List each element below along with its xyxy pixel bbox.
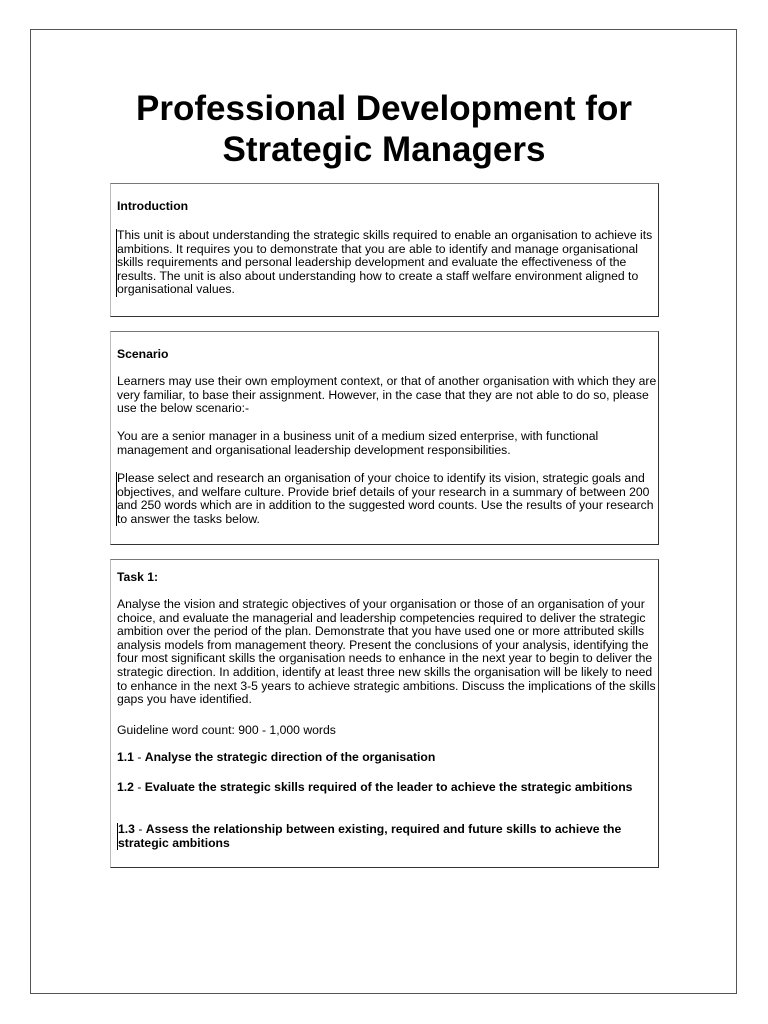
scenario-heading: Scenario [117,347,169,361]
document-title-line-1: Professional Development for [136,89,632,128]
introduction-body: This unit is about understanding the strategic skills required to enable an organisation to achieve its ambitions. It requires you to demonstrate that you are able to identify and manage organisational skills requirements and personal leadership development and evaluate the effectiveness of the results. The unit is also about understanding how to create a staff welfare environment aligned to organisational values. [116,229,657,297]
word-count-guideline: Guideline word count: 900 - 1,000 words [117,723,336,737]
learning-outcome-1-3 [117,823,656,850]
outcome-number: 1.1 [117,750,134,764]
outcome-separator: - [133,750,145,764]
task-1-body: Analyse the vision and strategic objectives of your organisation or those of an organisation of your choice, and evaluate the managerial and leadership competencies required to deliver the strategic ambition over the period of the plan. Demonstrate that you have used one or more attributed skills analysis models from management theory. Present the conclusions of your analysis, identifying the four most significant skills the organisation needs to enhance in the next year to begin to deliver the strategic direction. In addition, identify at least three new skills the organisation will be likely to need to enhance in the next 3-5 years to achieve strategic ambitions. Discuss the implications of the skills gaps you have identified. [117,597,656,707]
scenario-paragraph-2: You are a senior manager in a business unit of a medium sized enterprise, with functional management and organisational leadership development responsibilities. [117,429,599,457]
outcome-text: Analyse the strategic direction of the organisation [144,750,436,764]
learning-outcome-1-1 [117,751,655,765]
document-title [0,88,768,170]
introduction-box [110,183,659,317]
learning-outcome-1-2 [117,781,655,795]
task-1-box [110,559,659,868]
outcome-text: Evaluate the strategic skills required of the leader to achieve the strategic ambitions [144,780,633,794]
outcome-number: 1.3 [118,822,135,836]
introduction-heading: Introduction [117,199,189,213]
outcome-separator: - [134,822,146,836]
outcome-number: 1.2 [117,780,134,794]
scenario-box [110,331,659,545]
task-1-heading: Task 1: [117,570,159,584]
scenario-paragraph-1: Learners may use their own employment context, or that of another organisation with which they are very familiar, to base their assignment. However, in the case that they are not able to do so, please use the below scenario:- [117,374,657,416]
outcome-text: Assess the relationship between existing, required and future skills to achieve the strategic ambitions [118,822,622,850]
document-title-line-2: Strategic Managers [222,130,546,169]
outcome-separator: - [133,780,145,794]
scenario-paragraph-3: Please select and research an organisation of your choice to identify its vision, strategic goals and objectives, and welfare culture. Provide brief details of your research in a summary of between 200 and 250 words which are in addition to the suggested word counts. Use the results of your research to answer the tasks below. [116,472,657,526]
